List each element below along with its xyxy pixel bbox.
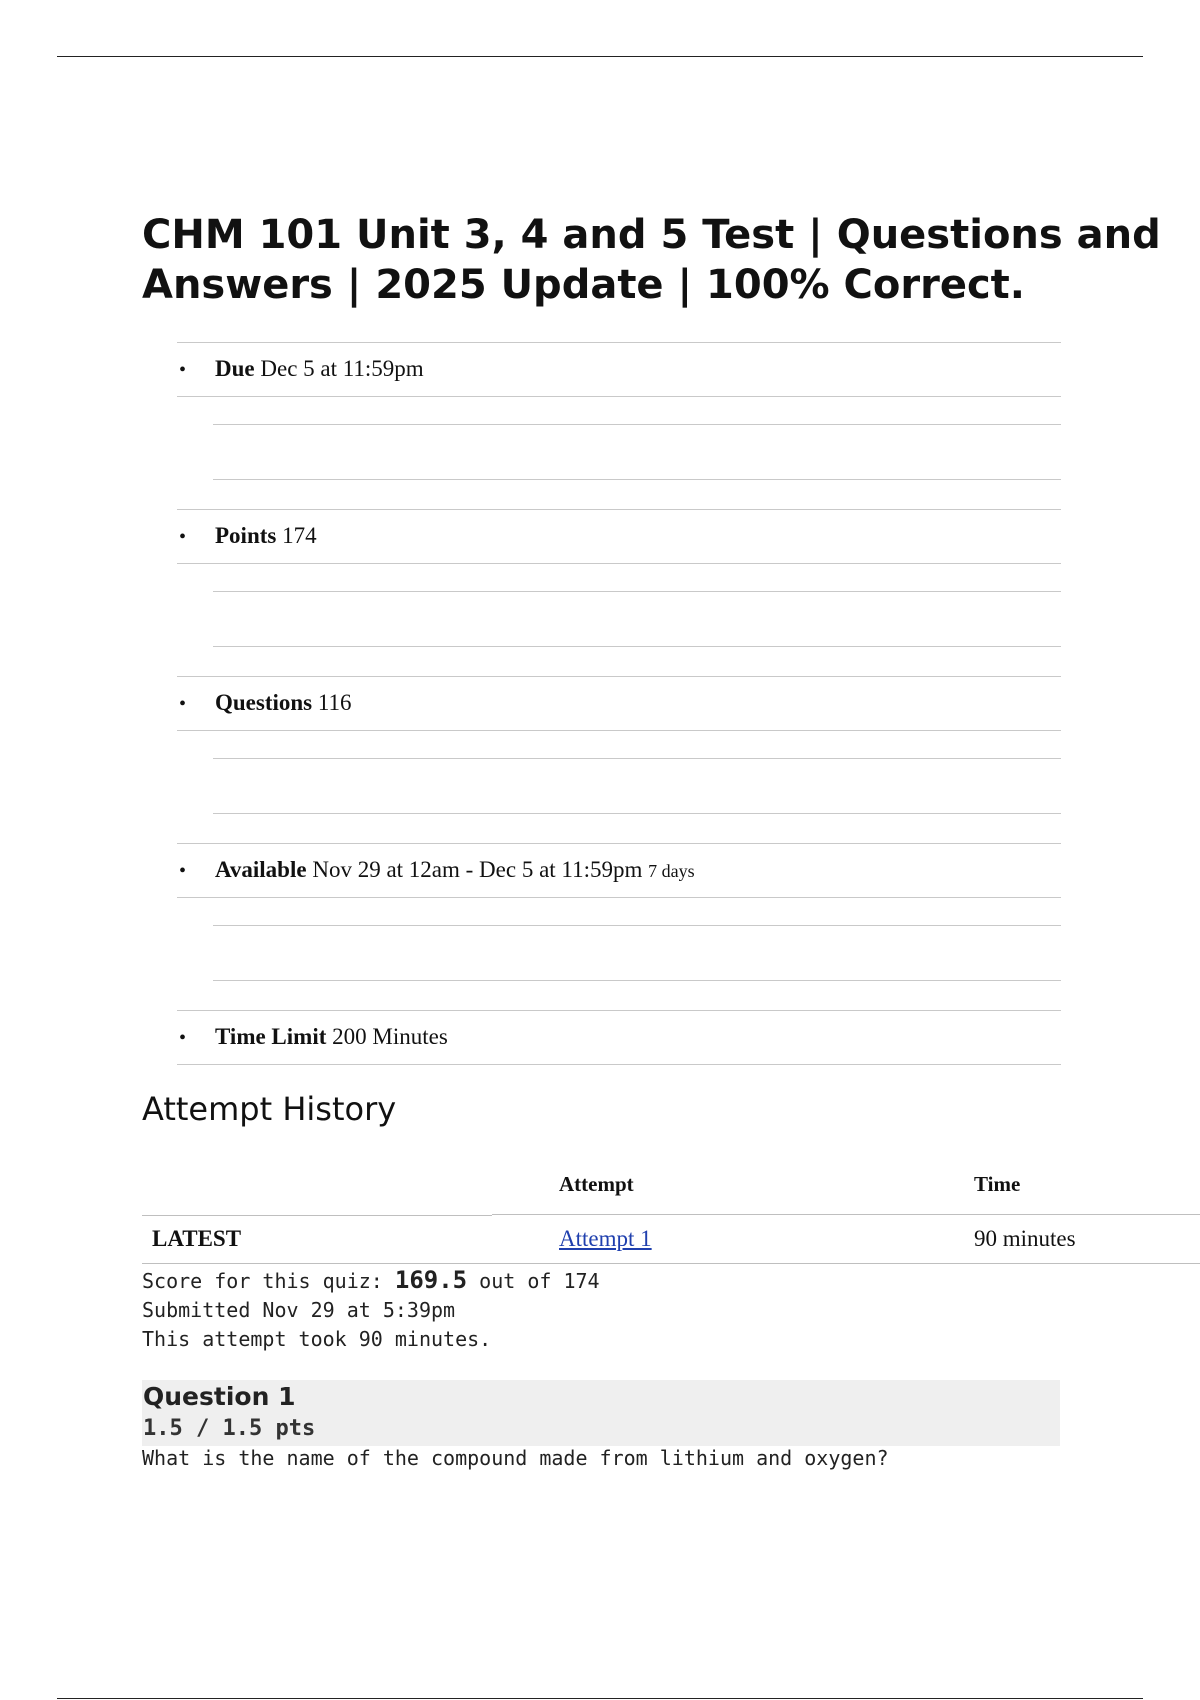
detail-extra: 7 days [648, 861, 695, 881]
divider [213, 925, 1061, 926]
score-prefix: Score for this quiz: [142, 1269, 383, 1293]
detail-row [177, 519, 317, 553]
header-divider [492, 1214, 1200, 1215]
detail-value: Nov 29 at 12am - Dec 5 at 11:59pm [312, 857, 643, 882]
bullet: • [179, 1027, 187, 1049]
divider [177, 897, 1061, 898]
divider [177, 843, 1061, 844]
divider [213, 479, 1061, 480]
submitted-text: Submitted Nov 29 at 5:39pm [142, 1298, 456, 1322]
bullet: • [179, 359, 187, 381]
top-rule [57, 56, 1143, 57]
detail-points [177, 509, 1061, 676]
detail-value: Dec 5 at 11:59pm [260, 356, 424, 381]
score-summary [142, 1266, 600, 1354]
column-header-attempt: Attempt [559, 1172, 634, 1196]
quiz-details [177, 342, 1061, 1076]
detail-label: Time Limit [215, 1024, 327, 1049]
detail-time-limit [177, 1010, 1061, 1076]
divider [177, 342, 1061, 343]
page-title: CHM 101 Unit 3, 4 and 5 Test | Questions and Answers | 2025 Update | 100% Correct. [142, 212, 1161, 308]
detail-available [177, 843, 1061, 1010]
header-divider [142, 1215, 492, 1216]
detail-due [177, 342, 1061, 509]
bullet: • [179, 860, 187, 882]
detail-label: Questions [215, 690, 313, 715]
duration-text: This attempt took 90 minutes. [142, 1327, 492, 1351]
divider [177, 509, 1061, 510]
attempt-row [559, 1226, 652, 1252]
score-suffix: out of 174 [479, 1269, 600, 1293]
detail-questions [177, 676, 1061, 843]
divider [213, 813, 1061, 814]
bullet: • [179, 526, 187, 548]
row-divider [142, 1263, 1200, 1264]
score-value: 169.5 [394, 1266, 468, 1294]
divider [177, 1064, 1061, 1065]
question-points: 1.5 / 1.5 pts [143, 1416, 316, 1441]
detail-row [177, 1020, 448, 1054]
divider [177, 730, 1061, 731]
divider [177, 563, 1061, 564]
detail-value: 174 [282, 523, 317, 548]
column-header-time: Time [974, 1172, 1021, 1196]
divider [177, 396, 1061, 397]
attempt-status: LATEST [152, 1226, 242, 1251]
divider [213, 758, 1061, 759]
attempt-time: 90 minutes [974, 1226, 1076, 1251]
detail-label: Points [215, 523, 277, 548]
divider [213, 591, 1061, 592]
divider [213, 424, 1061, 425]
detail-row [177, 352, 424, 386]
divider [177, 676, 1061, 677]
detail-value: 200 Minutes [332, 1024, 448, 1049]
detail-row [177, 686, 352, 720]
attempt-link[interactable]: Attempt 1 [559, 1226, 652, 1251]
divider [213, 646, 1061, 647]
score-line [142, 1266, 600, 1296]
detail-row [177, 853, 695, 887]
divider [213, 980, 1061, 981]
detail-label: Due [215, 356, 255, 381]
detail-label: Available [215, 857, 307, 882]
bottom-rule [57, 1698, 1143, 1699]
question-text: What is the name of the compound made from lithium and oxygen? [142, 1446, 889, 1470]
bullet: • [179, 693, 187, 715]
detail-value: 116 [317, 690, 352, 715]
attempt-history-heading: Attempt History [142, 1090, 397, 1128]
question-title: Question 1 [143, 1382, 296, 1411]
divider [177, 1010, 1061, 1011]
